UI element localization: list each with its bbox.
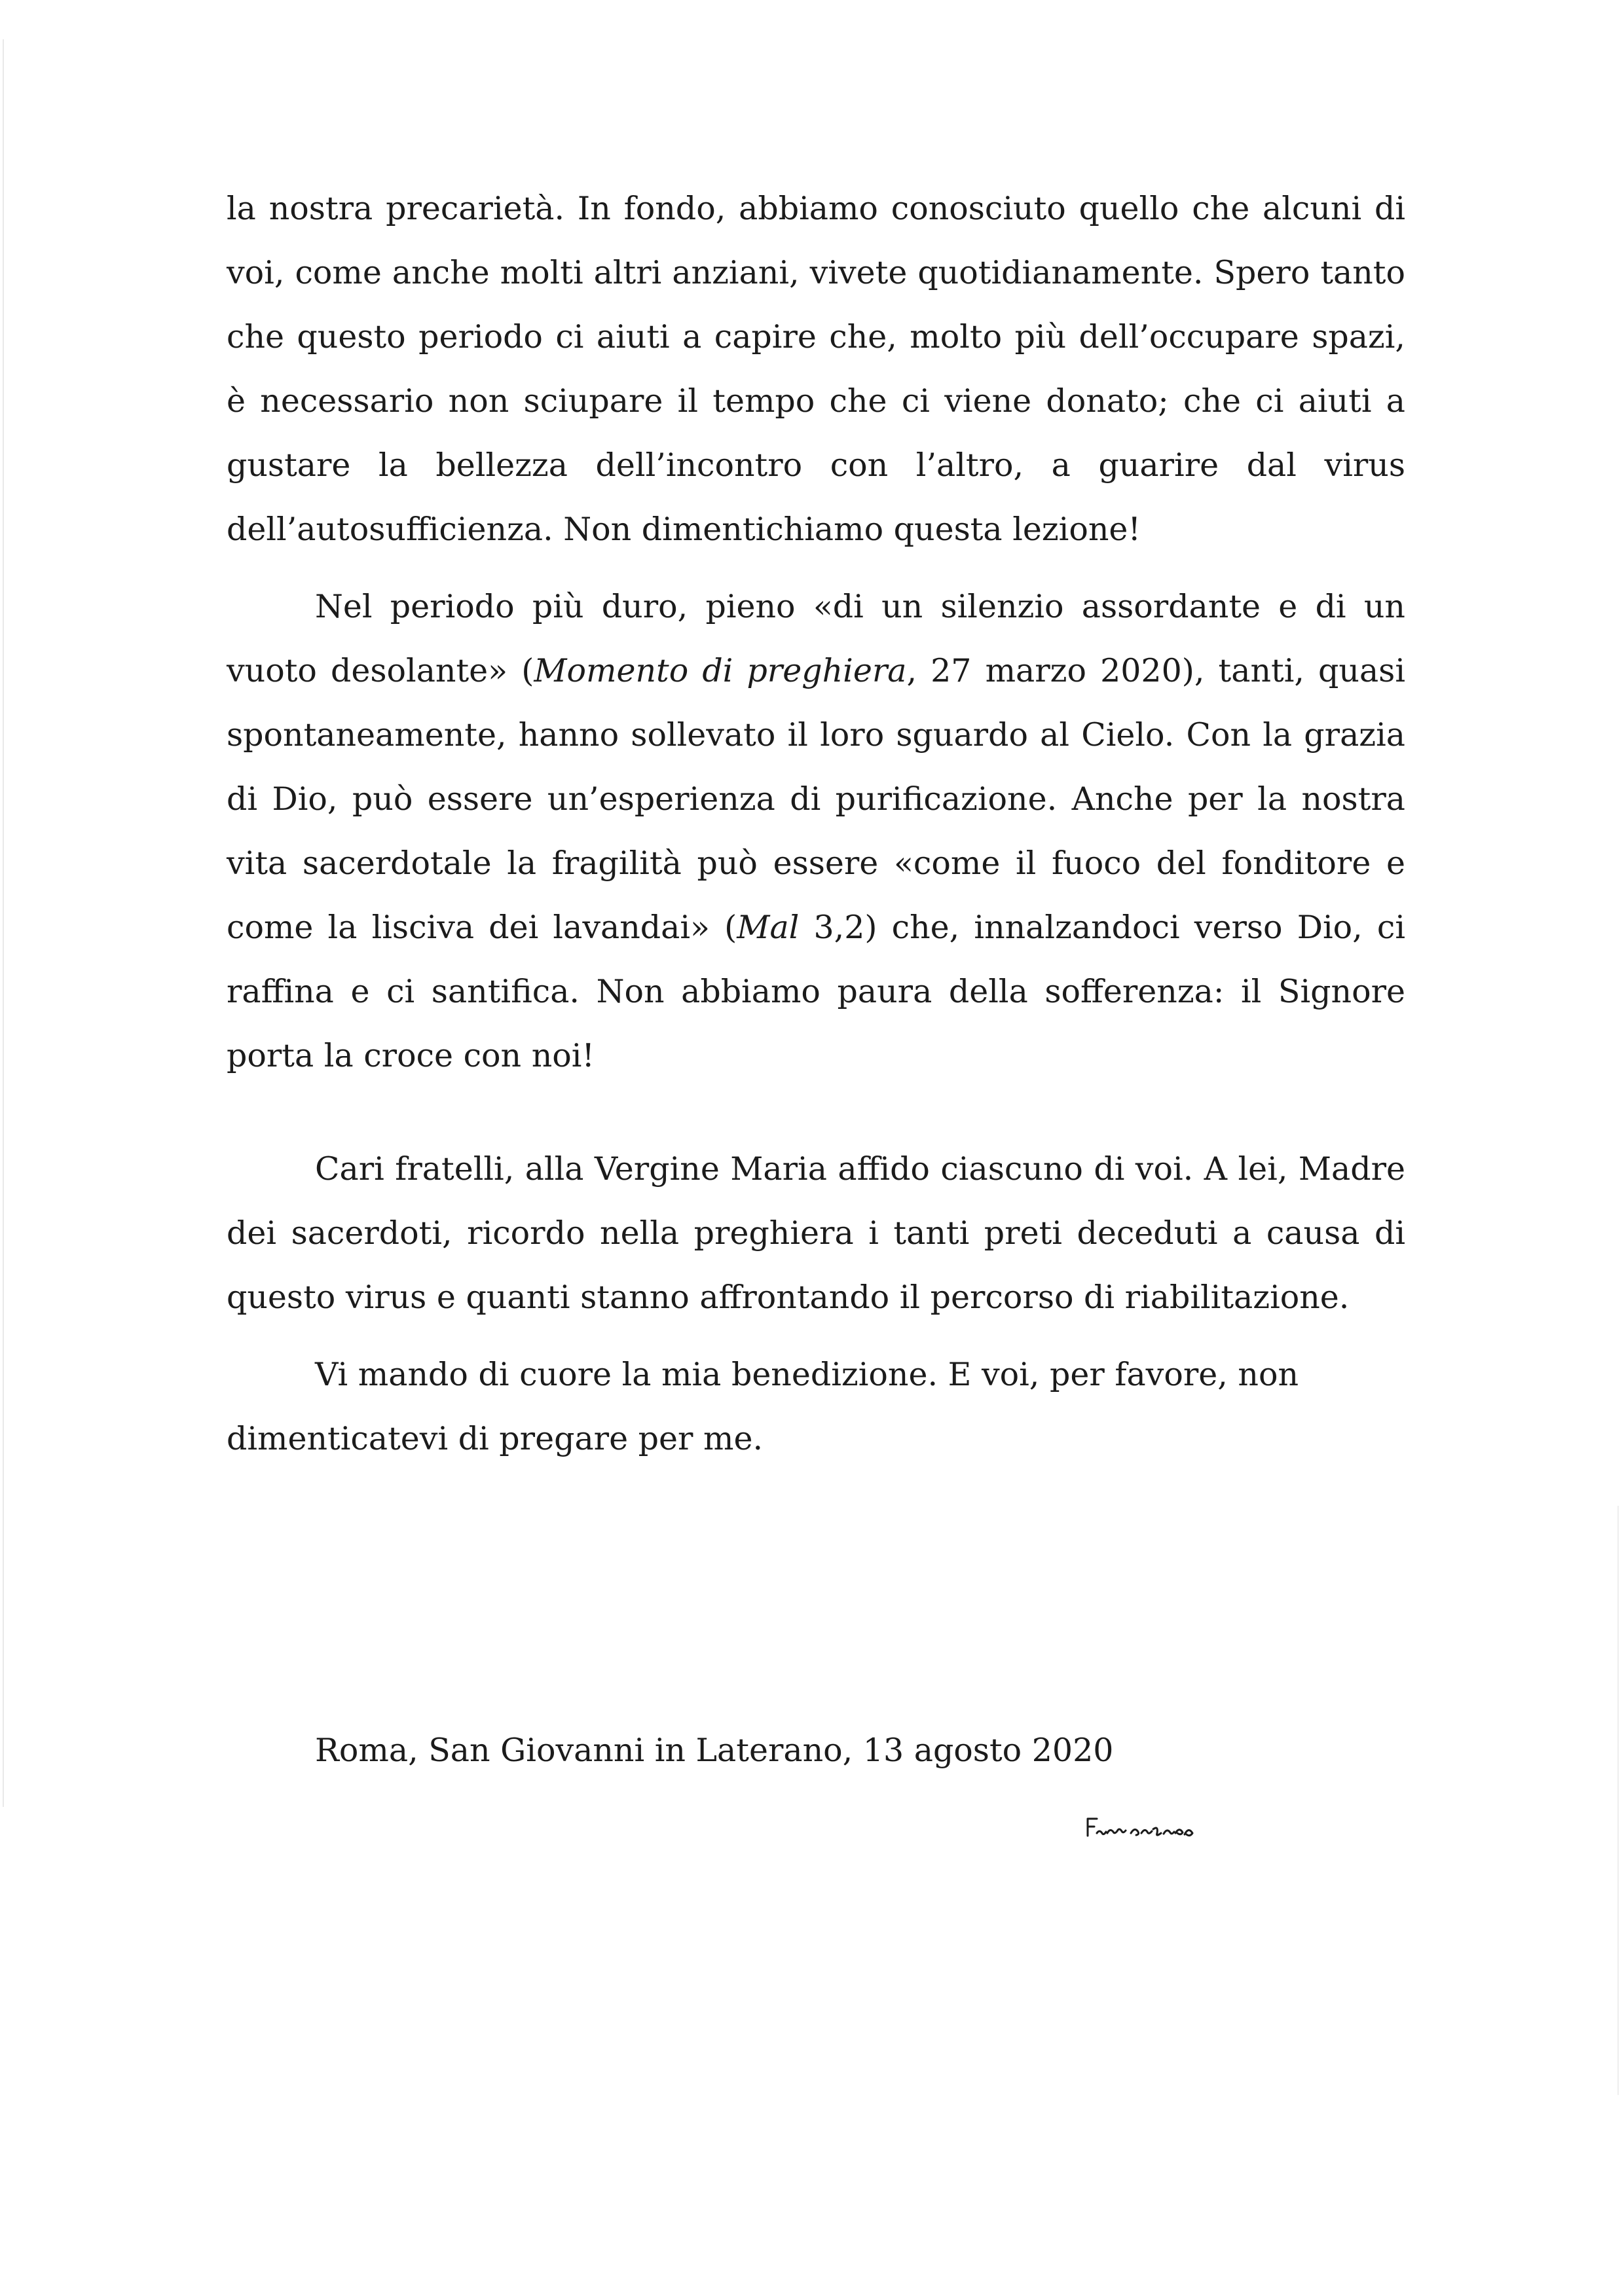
- paragraph-1: la nostra precarietà. In fondo, abbiamo conosciuto quello che alcuni di voi, come anche molti altri anziani, vivete quotidianamente. Spero tanto che questo periodo ci aiuti a capire che, molto più dell’occupare spazi, è necessario non sciupare il tempo che ci viene donato; che ci aiuti a gustare la bellezza dell’incontro con l’altro, a guarire dal virus dell’autosufficienza. Non dimentichiamo questa lezione!: [227, 190, 1405, 548]
- signature-francesco: [1084, 1813, 1215, 1853]
- scan-edge-right: [1617, 1506, 1619, 2095]
- dateline: Roma, San Giovanni in Laterano, 13 agosto 2020: [315, 1732, 1114, 1769]
- paragraph-2-text-a: Nel periodo più duro, pieno «di un silenzio assordante e di un vuoto desolante» (: [227, 588, 1405, 689]
- citation-mal: Mal: [737, 909, 800, 946]
- paragraph-3: Cari fratelli, alla Vergine Maria affido ciascuno di voi. A lei, Madre dei sacerdoti, ricordo nella preghiera i tanti preti deceduti a causa di questo virus e quanti stanno affrontando il percorso di riabilitazione.: [227, 1150, 1405, 1316]
- letter-body: [227, 177, 1405, 1471]
- paragraph-4: Vi mando di cuore la mia benedizione. E voi, per favore, non dimenticatevi di pregare per me.: [227, 1356, 1299, 1457]
- paragraph-2-text-b: , 27 marzo 2020), tanti, quasi spontaneamente, hanno sollevato il loro sguardo al Cielo. Con la grazia di Dio, può essere un’esperienza di purificazione. Anche per la nostra vita sacerdotale la fragilità può essere «come il fuoco del fonditore e come la lisciva dei lavandai» (: [227, 652, 1405, 946]
- citation-momento-di-preghiera: Momento di preghiera: [534, 652, 907, 689]
- scan-edge-left: [3, 39, 4, 1807]
- paragraph-2-text-c: 3,2) che, innalzandoci verso Dio, ci raffina e ci santifica. Non abbiamo paura della sofferenza: il Signore porta la croce con noi!: [227, 909, 1405, 1074]
- paragraph-2: [227, 575, 1405, 1088]
